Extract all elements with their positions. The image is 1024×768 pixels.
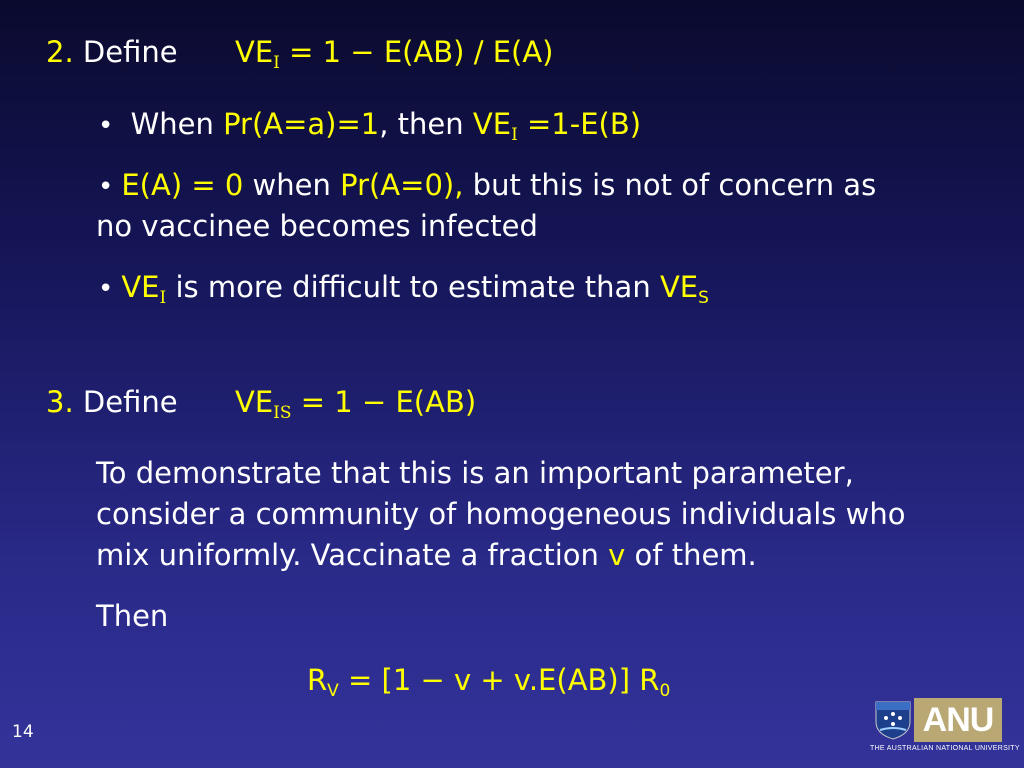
bullet-3-text: is more difficult to estimate than [166,270,660,304]
anu-subtitle: THE AUSTRALIAN NATIONAL UNIVERSITY [870,745,1020,752]
bullet-icon: • [98,274,114,304]
bullet-1-sub: I [511,125,518,145]
bullet-2-prob: Pr(A=0), [340,168,464,202]
bullet-3-ve-i: VE [121,270,160,304]
bullet-2-ea: E(A) = 0 [121,168,244,202]
section-2-define: Define [82,35,178,69]
bullet-1-ve: VE [472,107,512,141]
rv-equation [307,662,671,701]
bullet-3-sub-i: I [159,288,167,308]
eq-sub-0: 0 [659,681,671,701]
bullet-1-text-b: , then [379,107,473,141]
bullet-3 [98,269,709,307]
paragraph-v: v [608,538,626,572]
bullet-2-line-2: no vaccinee becomes infected [96,209,538,243]
bullet-2-text-a: when [243,168,341,202]
section-3-define: Define [82,385,178,419]
formula-rhs: = 1 − E(AB) [300,385,477,419]
bullet-3-sub-s: S [698,288,709,308]
formula-sub: I [273,53,280,73]
eq-sub-v: V [327,681,339,701]
formula-rhs: = 1 − E(AB) / E(A) [289,35,554,69]
anu-wordmark: ANU [914,698,1002,742]
anu-logo [868,698,1018,758]
eq-r: R [307,663,328,697]
bullet-3-ve-s: VE [659,270,699,304]
slide-number: 14 [12,722,34,742]
bullet-1-prob: Pr(A=a)=1 [223,107,380,141]
bullet-2 [98,167,876,205]
paragraph-line-2: consider a community of homogeneous individuals who [96,497,906,531]
eq-body: = [1 − v + v.E(AB)] R [338,663,660,697]
bullet-1-result: =1-E(B) [517,107,642,141]
section-3-formula [235,384,477,423]
bullet-icon: • [98,172,114,202]
paragraph-line-3 [96,537,757,573]
section-2-heading [46,34,178,70]
formula-lhs: VE [235,35,274,69]
bullet-icon: • [98,111,114,141]
formula-sub: IS [273,403,292,423]
bullet-1 [98,106,641,144]
paragraph-line-1: To demonstrate that this is an important parameter, [96,456,854,490]
section-2-formula [235,34,554,73]
bullet-1-text-a: When [130,107,224,141]
section-2-number: 2. [46,35,74,69]
formula-lhs: VE [235,385,274,419]
section-3-number: 3. [46,385,74,419]
then-label: Then [96,599,169,633]
section-3-heading [46,384,178,420]
bullet-2-text-b: but this is not of concern as [463,168,877,202]
crest-icon [874,700,912,740]
paragraph-line-3-b: of them. [625,538,757,572]
paragraph-line-3-a: mix uniformly. Vaccinate a fraction [96,538,609,572]
